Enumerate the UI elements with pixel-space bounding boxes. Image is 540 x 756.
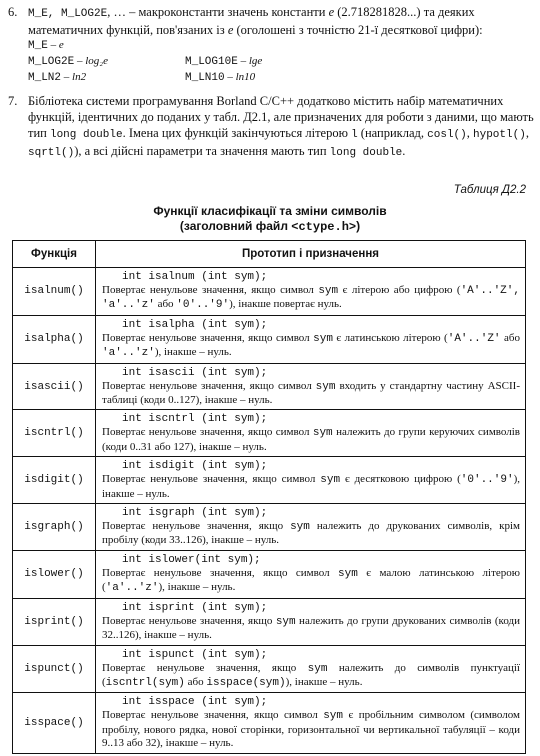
prototype-text: int isalpha (int sym); (122, 318, 268, 331)
header-prototype: Прототип і призначення (96, 241, 526, 268)
function-name-cell: isspace() (13, 693, 96, 753)
item-number: 6. (8, 5, 18, 19)
table-row (13, 268, 526, 316)
list-item-7 (8, 93, 536, 161)
table-caption: Таблиця Д2.2 (453, 184, 526, 196)
prototype-text: int ispunct (int sym); (122, 648, 268, 661)
prototype-text: int islower(int sym); (122, 553, 261, 566)
prototype-cell (96, 550, 526, 598)
table-title (0, 204, 540, 235)
description-text: Повертає ненульове значення, якщо символ sym є літерою або цифрою ('A'..'Z', 'a'..'z' або '0'..'9'), інакше повертає нуль. (102, 284, 520, 312)
description-text: Повертає ненульове значення, якщо символ sym є латинською літерою ('A'..'Z' або 'a'..'z'), інакше – нуль. (102, 331, 520, 360)
constant-m-ln2: M_LN2 – ln2 (28, 71, 87, 84)
table-row (13, 315, 526, 363)
table-row (13, 598, 526, 645)
prototype-cell (96, 363, 526, 410)
function-name-cell: isalnum() (13, 268, 96, 316)
table-header-row (13, 241, 526, 268)
table-row (13, 550, 526, 598)
list-item-6 (8, 4, 536, 86)
prototype-cell (96, 693, 526, 753)
table-title-line2: (заголовний файл <ctype.h>) (179, 219, 361, 234)
function-name-cell: isascii() (13, 363, 96, 410)
description-text: Повертає ненульове значення, якщо символ sym є десятковою цифрою ('0'..'9'), інакше – нуль. (102, 473, 520, 500)
prototype-cell (96, 645, 526, 693)
prototype-cell (96, 315, 526, 363)
prototype-text: int isprint (int sym); (122, 601, 268, 614)
constant-m-log2e: M_LOG2E – log₂e (28, 55, 108, 68)
table-row (13, 504, 526, 551)
function-name-cell: islower() (13, 550, 96, 598)
function-name-cell: isdigit() (13, 457, 96, 504)
table-body (13, 268, 526, 754)
description-text: Повертає ненульове значення, якщо символ sym є малою латинською літерою ('a'..'z'), інакше – нуль. (102, 566, 520, 595)
table-row (13, 645, 526, 693)
table-row (13, 693, 526, 753)
function-name-cell: isprint() (13, 598, 96, 645)
item-6-text: M_E, M_LOG2E, … – макроконстанти значень константи e (2.718281828...) та деяких математичних функцій, пов'язаних із e (оголошені з точністю 21-ї десяткової цифри): (28, 5, 483, 37)
prototype-text: int isascii (int sym); (122, 366, 268, 379)
prototype-text: int isdigit (int sym); (122, 460, 268, 473)
constant-m-e: M_E – e (28, 39, 64, 52)
constant-m-log10e: M_LOG10E – lge (185, 55, 263, 68)
description-text: Повертає ненульове значення, якщо символ sym входить у стандартну частину ASCII-таблиці (коди 0..127), інакше – нуль. (102, 379, 520, 407)
table-row (13, 410, 526, 457)
prototype-cell (96, 268, 526, 316)
prototype-text: int iscntrl (int sym); (122, 413, 268, 426)
prototype-text: int isgraph (int sym); (122, 507, 268, 520)
function-name-cell: isalpha() (13, 315, 96, 363)
constants-list (28, 38, 536, 86)
description-text: Повертає ненульове значення, якщо sym належить до символів пунктуації (iscntrl(sym) або isspace(sym)), інакше – нуль. (102, 661, 520, 689)
function-table (12, 240, 526, 754)
prototype-text: int isalnum (int sym); (122, 271, 268, 283)
prototype-cell (96, 598, 526, 645)
prototype-cell (96, 457, 526, 504)
header-function: Функція (13, 241, 96, 268)
item-7-text: Бібліотека системи програмування Borland C/C++ додатково містить набір математичних функцій, ідентичних до поданих у табл. Д2.1, але призначених для роботи з даними, що мають тип long double. Імена цих функцій закінчуються літерою l (наприклад, cosl(), hypotl(), sqrtl()), а всі дійсні параметри та значення мають тип long double. (28, 94, 534, 159)
description-text: Повертає ненульове значення, якщо sym належить до групи друкованих символів (коди 32..126), інакше – нуль. (102, 614, 520, 642)
function-name-cell: iscntrl() (13, 410, 96, 457)
table-row (13, 457, 526, 504)
item-number: 7. (8, 94, 18, 108)
description-text: Повертає ненульове значення, якщо sym належить до друкованих символів, крім пробілу (коди 33..126), інакше – нуль. (102, 520, 521, 547)
prototype-text: int isspace (int sym); (122, 696, 268, 709)
function-name-cell: ispunct() (13, 645, 96, 693)
prototype-cell (96, 504, 526, 551)
description-text: Повертає ненульове значення, якщо символ sym належить до групи керуючих символів (коди 0..31 або 127), інакше – нуль. (102, 426, 520, 453)
table-title-line1: Функції класифікації та зміни символів (153, 204, 387, 218)
description-text: Повертає ненульове значення, якщо символ sym є пробільним символом (символом пробілу, нового рядка, нової сторінки, горизонтальної чи вертикальної табуляції – коди 9..13 або 32), інакше – нуль. (102, 709, 520, 750)
table-row (13, 363, 526, 410)
function-name-cell: isgraph() (13, 504, 96, 551)
prototype-cell (96, 410, 526, 457)
constant-m-ln10: M_LN10 – ln10 (185, 71, 256, 84)
